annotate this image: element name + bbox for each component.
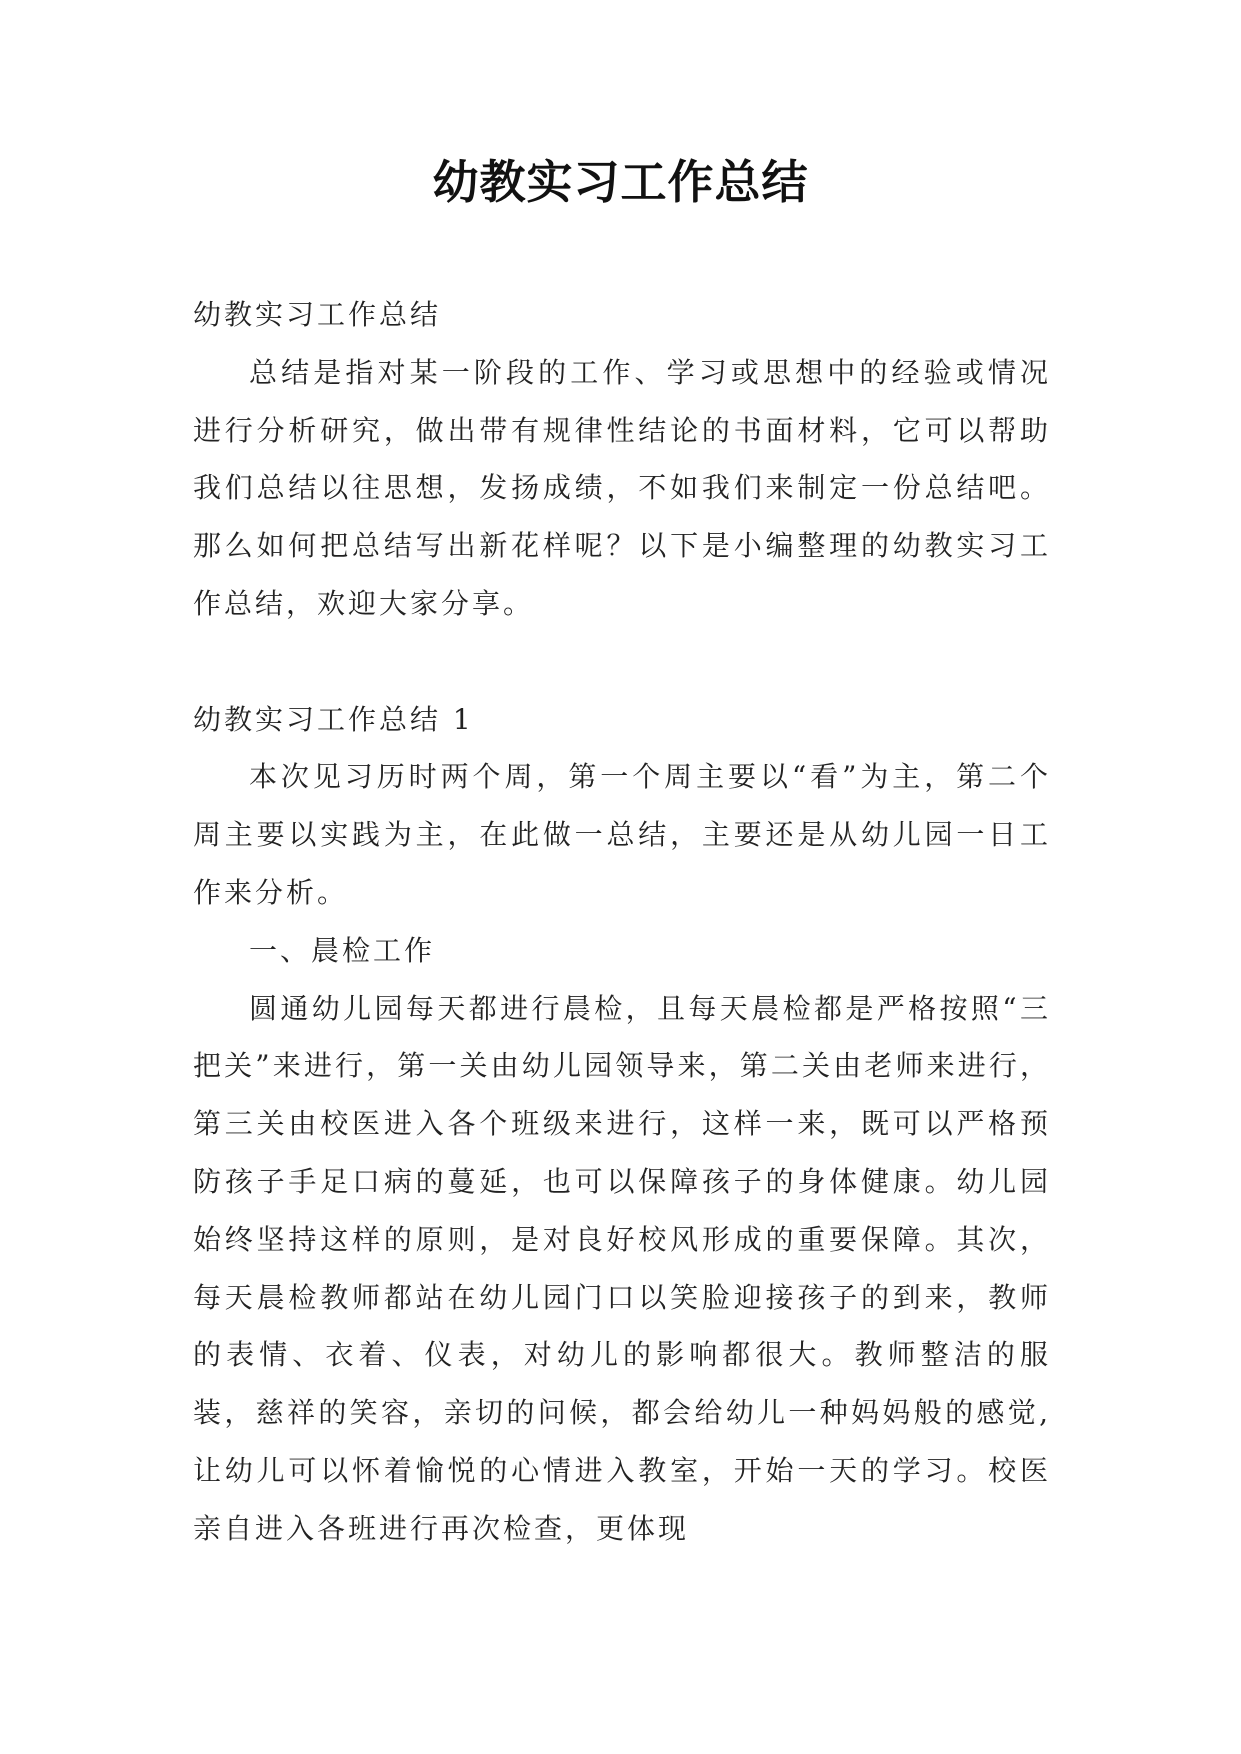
intro-paragraph: 总结是指对某一阶段的工作、学习或思想中的经验或情况进行分析研究，做出带有规律性结论的书面材料，它可以帮助我们总结以往思想，发扬成绩，不如我们来制定一份总结吧。那么如何把总结写出新花样呢？以下是小编整理的幼教实习工作总结，欢迎大家分享。 <box>193 355 1051 620</box>
section-paragraph: 本次见习历时两个周，第一个周主要以“看”为主，第二个周主要以实践为主，在此做一总结，主要还是从幼儿园一日工作来分析。 <box>193 760 1051 909</box>
document-body <box>193 286 1051 1558</box>
section-paragraph: 圆通幼儿园每天都进行晨检，且每天晨检都是严格按照“三把关”来进行，第一关由幼儿园领导来，第二关由老师来进行，第三关由校医进入各个班级来进行，这样一来，既可以严格预防孩子手足口病的蔓延，也可以保障孩子的身体健康。幼儿园始终坚持这样的原则，是对良好校风形成的重要保障。其次，每天晨检教师都站在幼儿园门口以笑脸迎接孩子的到来，教师的表情、衣着、仪表，对幼儿的影响都很大。教师整洁的服装，慈祥的笑容，亲切的问候，都会给幼儿一种妈妈般的感觉,让幼儿可以怀着愉悦的心情进入教室，开始一天的学习。校医亲自进入各班进行再次检查，更体现 <box>193 991 1051 1545</box>
document-title: 幼教实习工作总结 <box>432 155 809 209</box>
paragraph-gap <box>193 633 1051 691</box>
subsection-heading: 一、晨检工作 <box>249 933 436 967</box>
section-heading: 幼教实习工作总结 1 <box>193 702 474 736</box>
document-subtitle: 幼教实习工作总结 <box>193 298 442 331</box>
